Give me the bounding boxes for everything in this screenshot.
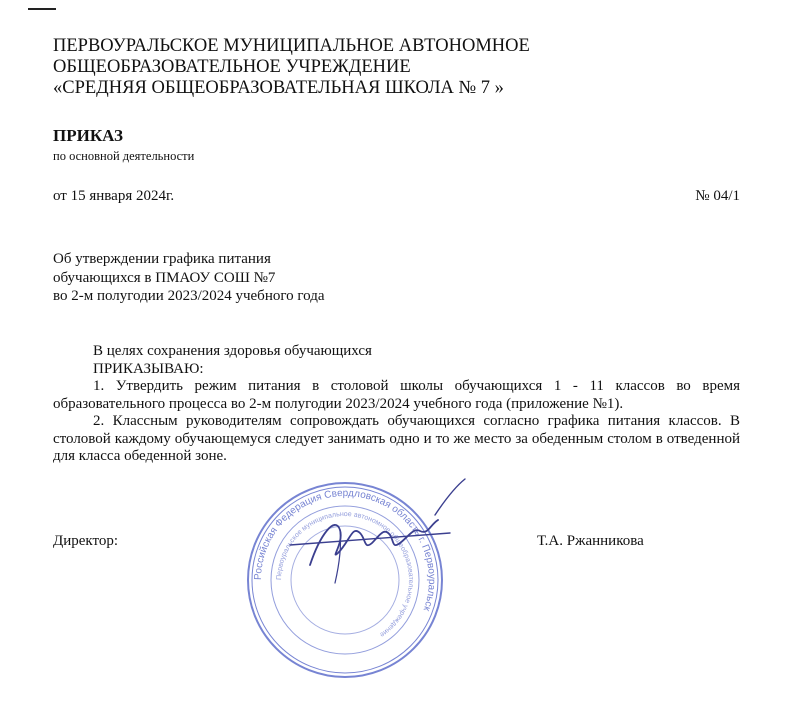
signature-name: Т.А. Ржанникова [537,533,644,549]
stamp-inner-text: Первоуральское муниципальное автономное общеобразовательное учреждение [275,510,415,639]
order-subtitle: по основной деятельности [53,149,195,163]
org-line-3: «СРЕДНЯЯ ОБЩЕОБРАЗОВАТЕЛЬНАЯ ШКОЛА № 7 » [53,78,504,98]
organization-header [53,36,530,99]
order-body [53,343,740,466]
body-item-1: 1. Утвердить режим питания в столовой школы обучающихся 1 - 11 классов во время образовательного процесса во 2-м полугодии 2023/2024 учебного года (приложение №1). [53,378,740,412]
stamp-outer-text: Российская Федерация Свердловская область г. Первоуральск [252,487,438,613]
subject-line-2: обучающихся в ПМАОУ СОШ №7 [53,269,276,286]
order-date: от 15 января 2024г. [53,188,175,204]
body-purpose: В целях сохранения здоровья обучающихся [93,343,372,359]
org-line-2: ОБЩЕОБРАЗОВАТЕЛЬНОЕ УЧРЕЖДЕНИЕ [53,57,411,77]
corner-mark [28,8,56,10]
order-number: № 04/1 [695,188,740,204]
order-title: ПРИКАЗ [53,126,123,145]
org-line-1: ПЕРВОУРАЛЬСКОЕ МУНИЦИПАЛЬНОЕ АВТОНОМНОЕ [53,36,530,56]
order-subject [53,250,325,306]
body-command: ПРИКАЗЫВАЮ: [93,360,204,377]
subject-line-1: Об утверждении графика питания [53,251,271,267]
signature-title: Директор: [53,533,119,549]
subject-line-3: во 2-м полугодии 2023/2024 учебного года [53,288,325,304]
director-signature [280,475,480,585]
body-item-2: 2. Классным руководителям сопровождать обучающихся согласно графика питания классов. В столовой каждому обучающемуся следует занимать одно и то же место за обеденным столом в отведенной для класса обеденной зоне. [53,413,740,464]
